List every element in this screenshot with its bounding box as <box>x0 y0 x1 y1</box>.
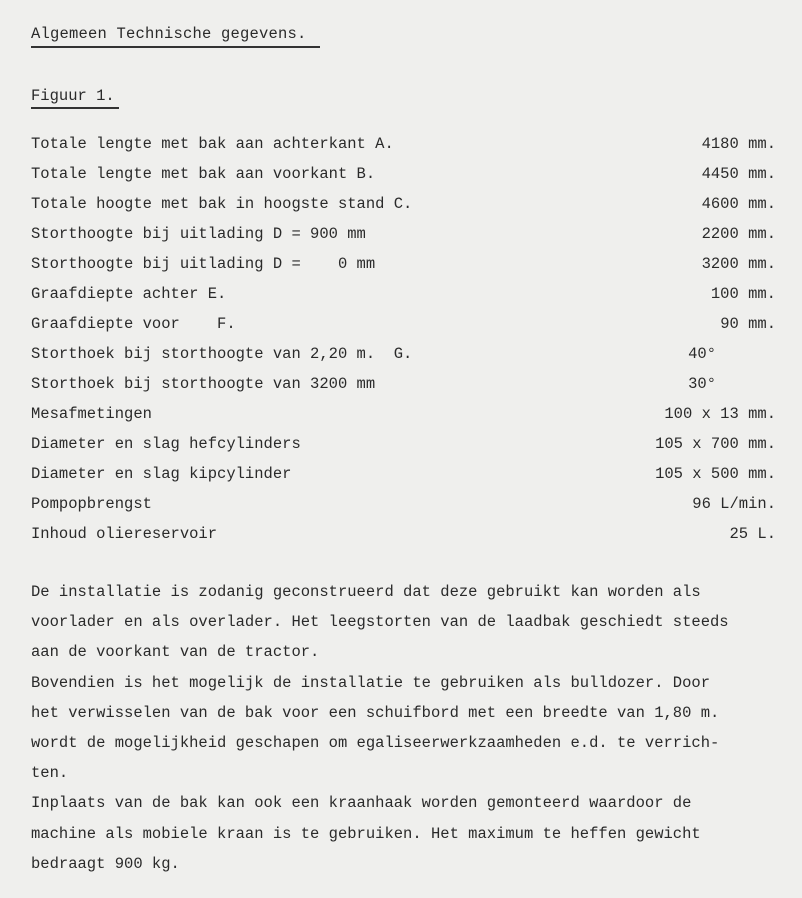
paragraph-line: het verwisselen van de bak voor een schuifbord met een breedte van 1,80 m. <box>31 703 720 722</box>
spec-value: 2200 mm. <box>701 225 776 243</box>
spec-label: Totale lengte met bak aan achterkant A. <box>31 135 394 153</box>
spec-row <box>31 372 776 402</box>
paragraph-line: ten. <box>31 764 69 783</box>
paragraph-line: machine als mobiele kraan is te gebruiken. Het maximum te heffen gewicht <box>31 824 701 843</box>
paragraph-line: bedraagt 900 kg. <box>31 854 180 873</box>
title-underline <box>31 46 320 48</box>
figure-underline <box>31 107 119 109</box>
paragraph-line: aan de voorkant van de tractor. <box>31 643 320 662</box>
spec-value: 30° <box>688 375 716 393</box>
spec-value: 25 L. <box>729 525 776 543</box>
spec-row <box>31 132 776 162</box>
spec-label: Inhoud oliereservoir <box>31 525 218 543</box>
spec-value: 96 L/min. <box>692 495 776 513</box>
spec-row <box>31 492 776 522</box>
spec-label: Mesafmetingen <box>31 405 152 423</box>
spec-value: 4450 mm. <box>701 165 776 183</box>
spec-value: 90 mm. <box>720 315 776 333</box>
spec-row <box>31 342 776 372</box>
spec-row <box>31 252 776 282</box>
spec-value: 100 x 13 mm. <box>664 405 776 423</box>
document-title: Algemeen Technische gegevens. <box>31 25 307 43</box>
spec-value: 105 x 700 mm. <box>655 435 776 453</box>
spec-row <box>31 462 776 492</box>
spec-label: Graafdiepte voor F. <box>31 315 236 333</box>
spec-label: Storthoek bij storthoogte van 2,20 m. G. <box>31 345 413 363</box>
spec-label: Storthoogte bij uitlading D = 0 mm <box>31 255 376 273</box>
spec-label: Diameter en slag hefcylinders <box>31 435 301 453</box>
spec-label: Totale lengte met bak aan voorkant B. <box>31 165 376 183</box>
spec-value: 100 mm. <box>710 285 776 303</box>
spec-row <box>31 222 776 252</box>
spec-label: Storthoogte bij uitlading D = 900 mm <box>31 225 366 243</box>
description-paragraph <box>31 580 791 882</box>
spec-label: Totale hoogte met bak in hoogste stand C. <box>31 195 413 213</box>
spec-table <box>31 132 776 552</box>
paragraph-line: De installatie is zodanig geconstrueerd dat deze gebruikt kan worden als <box>31 583 701 601</box>
spec-value: 4180 mm. <box>701 135 776 153</box>
spec-label: Storthoek bij storthoogte van 3200 mm <box>31 375 376 393</box>
paragraph-line: Inplaats van de bak kan ook een kraanhaak worden gemonteerd waardoor de <box>31 794 692 813</box>
spec-row <box>31 162 776 192</box>
spec-row <box>31 282 776 312</box>
spec-value: 3200 mm. <box>701 255 776 273</box>
spec-row <box>31 432 776 462</box>
spec-row <box>31 192 776 222</box>
spec-value: 105 x 500 mm. <box>655 465 776 483</box>
figure-label: Figuur 1. <box>31 87 115 105</box>
paragraph-line: wordt de mogelijkheid geschapen om egaliseerwerkzaamheden e.d. te verrich- <box>31 733 720 752</box>
paragraph-line: Bovendien is het mogelijk de installatie te gebruiken als bulldozer. Door <box>31 673 711 692</box>
spec-row <box>31 312 776 342</box>
spec-label: Diameter en slag kipcylinder <box>31 465 292 483</box>
spec-value: 40° <box>688 345 716 363</box>
spec-value: 4600 mm. <box>701 195 776 213</box>
spec-label: Pompopbrengst <box>31 495 152 513</box>
spec-label: Graafdiepte achter E. <box>31 285 227 303</box>
paragraph-line: voorlader en als overlader. Het leegstorten van de laadbak geschiedt steeds <box>31 613 729 632</box>
spec-row <box>31 522 776 552</box>
spec-row <box>31 402 776 432</box>
